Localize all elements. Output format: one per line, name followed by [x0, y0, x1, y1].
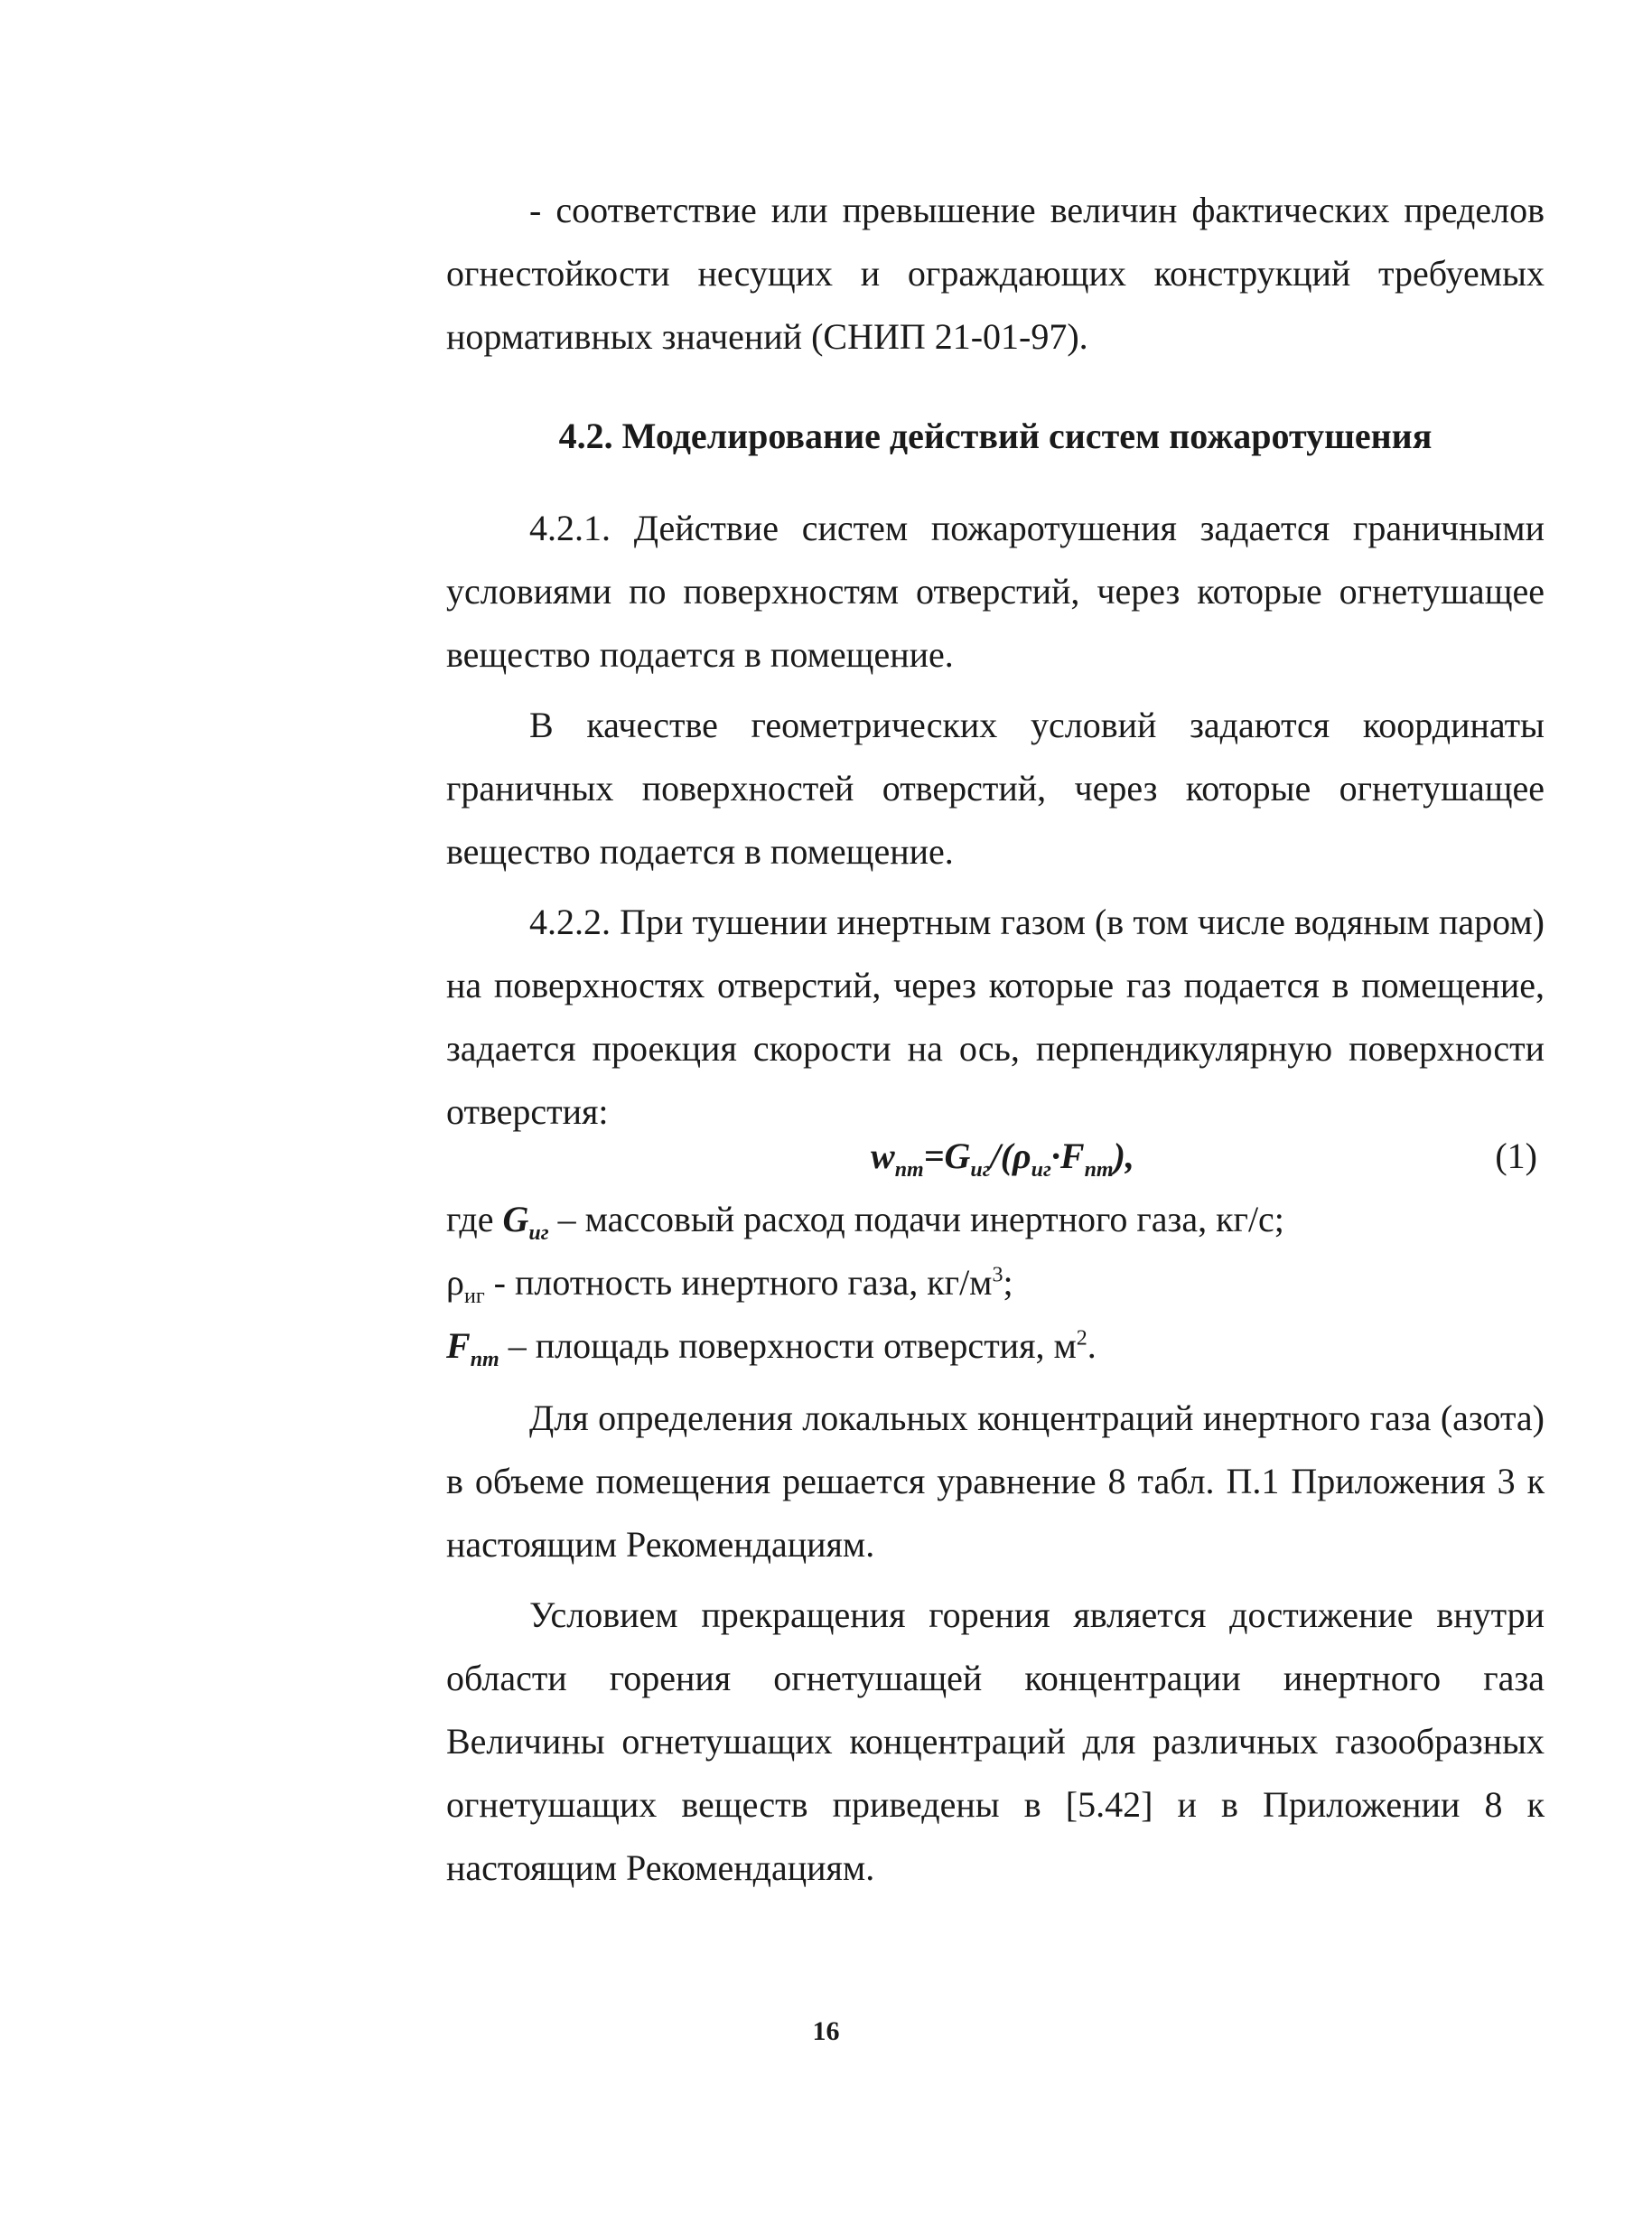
intro-paragraph: - соответствие или превышение величин фактических пределов огнестойкости несущих и ограждающих конструкций требуемых нормативных значений (СНИП 21-01-97). [446, 190, 1545, 357]
page-number: 16 [812, 2016, 840, 2046]
definition-area: $F_{пт}$ – площадь поверхности отверстия, $м^2$. [446, 1325, 1097, 1371]
paragraph-local-concentrations: Для определения локальных концентраций инертного газа (азота) в объеме помещения решается уравнение 8 табл. П.1 Приложения 3 к настоящим Рекомендациям. [446, 1398, 1545, 1565]
definition-mass-flow: где $G_{иг}$ – массовый расход подачи инертного газа, кг/с; [446, 1199, 1284, 1245]
section-heading: 4.2. Моделирование действий систем пожаротушения [558, 416, 1433, 456]
equation-number: (1) [1495, 1136, 1537, 1176]
body-block-2 [446, 1387, 1545, 1900]
body-block-1 [446, 497, 1545, 1144]
paragraph-geometric-conditions: В качестве геометрических условий задаются координаты граничных поверхностей отверстий, через которые огнетушащее вещество подается в помещение. [446, 705, 1545, 872]
formula-line [446, 1125, 1545, 1188]
formula: $w_{пт}=G_{иг}/(\rho_{иг}\cdot F_{пт})$, [871, 1136, 1134, 1182]
paragraph-4-2-2: 4.2.2. При тушении инертным газом (в том числе водяным паром) на поверхностях отверстий, через которые газ подается в помещение, задается проекция скорости на ось, перпендикулярную поверхности отверстия: [446, 902, 1545, 1132]
intro-block [446, 179, 1545, 369]
paragraph-4-2-1: 4.2.1. Действие систем пожаротушения задается граничными условиями по поверхностям отверстий, через которые огнетушащее вещество подается в помещение. [446, 508, 1545, 675]
paragraph-extinction-condition: Условием прекращения горения является достижение внутри области горения огнетушащей концентрации инертного газа Величины огнетушащих концентраций для различных газообразных огнетушащих веществ приведены в [5.42] и в Приложении 8 к настоящим Рекомендациям. [446, 1594, 1545, 1888]
definition-density: $\rho_{иг}$ - плотность инертного газа, $кг/м^3$; [446, 1262, 1013, 1308]
